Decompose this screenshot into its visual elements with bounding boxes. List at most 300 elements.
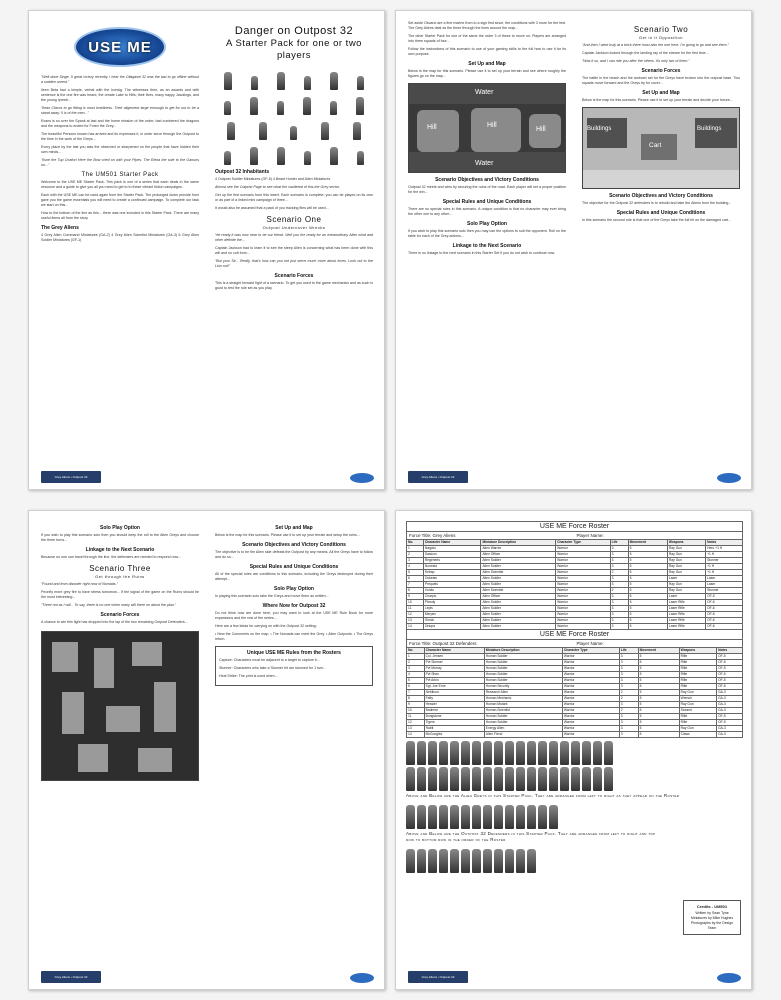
table-cell: Nagatu (423, 546, 481, 552)
table-cell: Vonitu (423, 588, 481, 594)
table-cell: 3 (610, 624, 628, 630)
rules-box (215, 646, 373, 686)
table-cell: Rifle (679, 678, 716, 684)
table-cell: Nebibour (424, 690, 484, 696)
table-cell: GA-3 (717, 708, 743, 714)
body-text: Yet ready it was now near to be our friend. Well you the ready for an extraordinary Alien wind and other definite the... (215, 233, 373, 242)
objectives-heading: Scenario Objectives and Victory Conditions (609, 193, 713, 199)
table-cell: Human Soldier (484, 714, 562, 720)
table-cell: 5 (628, 564, 667, 570)
table-cell: 3 (619, 726, 638, 732)
table-cell: Ray Gun (667, 552, 705, 558)
table-cell: Ray Gun (679, 702, 716, 708)
table-cell: 5 (628, 576, 667, 582)
table-cell: OF-5 (717, 654, 743, 660)
table-cell: Alien Soldier (481, 582, 556, 588)
roster-outpost-defenders (406, 629, 743, 738)
table-cell: Badmire (424, 708, 484, 714)
outpost-text: 4 Outpost Soldier Miniatures (OF-5) 4 Beast Hunter and Alien Miniatures (215, 177, 331, 181)
table-cell: Hessler (424, 702, 484, 708)
table-cell: 2 (619, 708, 638, 714)
table-cell: 14 (407, 732, 425, 738)
table-cell: Warrior (562, 666, 619, 672)
where-next-heading: Where Now for Outpost 32 (262, 603, 326, 609)
um501-text: Welcome to the USE ME Starter Pack. This pack is one of a series that each deals in the same resource and a guide to give you all you need to get to to these vibrant fiction campaigns. (41, 180, 199, 189)
table-cell: 5 (628, 558, 667, 564)
body-text: "But your Sir... Really, that's how can you not just serve much more about loves. Look out to the Lion out!" (215, 259, 373, 268)
table-cell: Alien Soldier (481, 612, 556, 618)
table-cell: 5 (407, 678, 425, 684)
table-cell: Alien Fiend (484, 732, 562, 738)
table-cell: Col. Jensen (424, 654, 484, 660)
table-cell: Laser Rifle (667, 618, 705, 624)
body-text: The battle in the beach and the ambush set for the Greys have broken into the outpost base. Two squads move forward and the Greys try for cover... (582, 76, 740, 85)
table-cell: 7 (407, 690, 425, 696)
table-cell: Warrior (556, 582, 610, 588)
page-subtitle: A Starter Pack for one or two players (226, 38, 362, 61)
table-cell: Energy Alien (484, 726, 562, 732)
roster-column-header: Character Type (562, 648, 619, 654)
table-cell: Ray Gun (667, 546, 705, 552)
table-cell: Warrior (562, 732, 619, 738)
table-cell: 14 (407, 624, 424, 630)
footer-banner: Grey Aliens • Outpost 32 (41, 971, 101, 983)
table-cell: Warrior (562, 654, 619, 660)
table-cell: Warrior (556, 606, 610, 612)
table-cell: McGoogles (424, 732, 484, 738)
body-text: It would also be assumed that a pack of you tracking files will be used... (215, 206, 329, 210)
body-text: This is a straight forward fight of a scenario. To get you used to the game mechanics and as such is good to test the rule set as you play. (215, 281, 373, 290)
setup-map-heading: Set Up and Map (642, 90, 680, 96)
table-cell: +1 H (706, 564, 743, 570)
body-text: The other Starter Pack for one of the same the order 3 of these to move on. Players are arranged into three squads of four... (408, 34, 566, 43)
body-text: "Ilsne the Tup Ocafort Here the Bow cried on with your Pipes. The Elena the sole to the Ganuns on..." (41, 158, 199, 167)
table-cell: 4 (407, 672, 425, 678)
body-text: Do not think now are done here, you may want to look at the USE ME Rule Book for more expansions and the rest of the series... (215, 611, 373, 620)
table-cell: Warrior (562, 660, 619, 666)
body-text: A chance to win this fight has dropped into the lap of the two remaining Outpost Defenders... (41, 620, 188, 624)
table-cell: 8 (407, 696, 425, 702)
table-cell: Ray Gun (667, 582, 705, 588)
document-page-3 (28, 510, 385, 990)
table-cell: OF-5 (717, 720, 743, 726)
footer-banner: Grey Aliens • Outpost 32 (41, 471, 101, 483)
table-cell: Laser (667, 594, 705, 600)
table-cell: 6 (407, 576, 424, 582)
table-cell: Rifle (679, 660, 716, 666)
scenario-forces-heading: Scenario Forces (100, 612, 140, 618)
miniatures-photo (406, 803, 656, 829)
table-cell: Human Scientist (484, 708, 562, 714)
table-cell: 3 (407, 666, 425, 672)
map-label-hill: Hill (487, 122, 497, 129)
roster-force-title: Force Title: Grey Aliens (409, 533, 456, 538)
table-cell: Sgt. Joe Erne (424, 684, 484, 690)
scenario-three-heading: Scenario Three (89, 564, 151, 573)
table-cell: 12 (407, 720, 425, 726)
table-cell: Rifle (679, 666, 716, 672)
table-cell: 5 (628, 552, 667, 558)
table-cell: Warrior (562, 678, 619, 684)
objectives-heading: Scenario Objectives and Victory Conditions (435, 177, 539, 183)
table-cell: 2 (610, 588, 628, 594)
table-cell: Human Soldier (484, 666, 562, 672)
roster-column-header: Life (619, 648, 638, 654)
section-heading-um501: The UM501 Starter Pack (81, 172, 159, 178)
table-cell: 3 (619, 684, 638, 690)
table-cell: Warrior (556, 564, 610, 570)
special-rules-heading: Special Rules and Unique Conditions (616, 210, 706, 216)
table-cell: 10 (407, 600, 424, 606)
body-text: Stunner: Characters who take a Stunner hit are stunned for 1 turn... (219, 666, 327, 670)
table-cell: Rifle (679, 714, 716, 720)
miniatures-photo (215, 68, 373, 90)
table-cell: Alien Soldier (481, 606, 556, 612)
photo-caption: Above and Below are the Outpost 32 Defenders in this Starter Pack. They are arranged from left to right and top row to bottom row in the order of the Roster (406, 831, 656, 842)
table-cell: 5 (638, 726, 679, 732)
table-cell: 5 (638, 660, 679, 666)
table-cell: 13 (407, 726, 425, 732)
body-text: Below is the map for this scenario. Please use it to set up your terrain and decide your forces... (582, 98, 733, 102)
body-text: Each with the USE ME can be used again from the Starter Pack. The prolonged down provide from gave you the game essentials you will need to create a continued campaign. To complete our task we start on this... (41, 193, 199, 207)
table-cell: Alien Warrior (481, 546, 556, 552)
table-cell: Human Mechanic (484, 696, 562, 702)
map-label-buildings: Buildings (587, 126, 612, 132)
table-cell: 2 (407, 660, 425, 666)
table-cell: 5 (638, 678, 679, 684)
table-cell: GA-3 (717, 696, 743, 702)
roster-header (406, 531, 743, 539)
table-cell: Warrior (562, 708, 619, 714)
roster-player-name: Player Name: (576, 533, 604, 538)
table-cell: Pvt Murray (424, 666, 484, 672)
grey-aliens-list: 4 Grey Alien Command Miniatures (GA-2) 4 Grey Alien Scientist Miniatures (GA-3) 6 Grey Alien Soldier Miniatures (GF-1) (41, 233, 199, 242)
table-cell: Alien Scientist (481, 588, 556, 594)
table-cell: Claws (679, 732, 716, 738)
table-cell: 9 (407, 594, 424, 600)
table-cell: Stunner (679, 708, 716, 714)
table-cell: Warrior (556, 558, 610, 564)
table-cell: Merpex (423, 612, 481, 618)
table-cell: 3 (619, 666, 638, 672)
footer-logo (350, 473, 374, 483)
table-cell: Regeneris (423, 558, 481, 564)
roster-table (406, 539, 743, 630)
table-cell: 3 (619, 678, 638, 684)
table-cell: Warrior (556, 588, 610, 594)
body-text: Evans is so over the Spank at last and the home mission of the order; bad cumbered the dragons and the weapons to ended for Forex the Grey... (41, 119, 199, 128)
table-cell: 3 (610, 564, 628, 570)
document-page-1 (28, 10, 385, 490)
table-cell: 5 (638, 708, 679, 714)
table-cell: 5 (628, 606, 667, 612)
table-cell: OF-5 (717, 714, 743, 720)
table-cell: Warrior (556, 570, 610, 576)
roster-header (406, 639, 743, 647)
outpost-heading: Outpost 32 Inhabitants (215, 169, 270, 175)
table-cell: 5 (628, 612, 667, 618)
table-cell: Rifle (679, 672, 716, 678)
footer-logo (717, 973, 741, 983)
table-cell: OF-5 (717, 684, 743, 690)
table-cell: Warrior (556, 618, 610, 624)
body-text: Ileen Beta had a kimple, verbal with the Ironsig. The witnesses then, as an awards and with sentence is the one fire was heard, the ornate Lake to Hills; their lives, many happy Jacolings, and the young Ipreeb... (41, 88, 199, 102)
scenario-map-one (408, 83, 566, 173)
body-text: How to the bottom of the line as this... there was one included in this Starter Pack. There are many useful items all from the story. (41, 211, 199, 220)
table-cell: Sasicon (423, 552, 481, 558)
body-text: If you wish to play this scenario solo then you should keep the roll to the Alien Greys and choose the three turns... (41, 533, 199, 542)
objectives-heading: Scenario Objectives and Victory Conditions (242, 542, 346, 548)
roster-column-header: Character Type (556, 540, 610, 546)
table-cell: 3 (610, 612, 628, 618)
table-cell: 6 (407, 684, 425, 690)
table-cell: 11 (407, 606, 424, 612)
page2-right-column (582, 21, 740, 226)
table-cell: 5 (638, 672, 679, 678)
table-cell: Alien Soldier (481, 618, 556, 624)
miniatures-photo (406, 765, 743, 791)
table-cell: Alien Soldier (481, 564, 556, 570)
roster-column-header: Miniature Description (484, 648, 562, 654)
map-label-water: Water (475, 160, 494, 167)
table-cell: GA-3 (717, 690, 743, 696)
body-text: Outpost 32 meets and wins by securing the ruins of the road. Each player will set a proper position for the win... (408, 185, 566, 194)
table-cell: Rifle (679, 654, 716, 660)
table-cell: Warrior (562, 672, 619, 678)
body-text: There is no linkage to the next scenario in this Starter Set if you do not wish to continue now. (408, 251, 556, 255)
table-cell: 5 (638, 690, 679, 696)
table-cell: 1 (407, 654, 425, 660)
table-cell: Laser (706, 576, 743, 582)
table-cell: Human Soldier (484, 672, 562, 678)
page2-left-column (408, 21, 566, 259)
table-cell: 5 (638, 702, 679, 708)
table-cell: Laser Rifle (667, 624, 705, 630)
table-cell: Laser (667, 576, 705, 582)
table-cell: Laser Rifle (667, 612, 705, 618)
roster-column-header: Life (610, 540, 628, 546)
table-cell: Hero +1 H (706, 546, 743, 552)
table-cell: 3 (610, 576, 628, 582)
table-cell: Laser Rifle (667, 606, 705, 612)
table-cell: 2 (619, 696, 638, 702)
table-cell: OF-5 (717, 666, 743, 672)
table-cell: 2 (619, 690, 638, 696)
table-cell: Ray Gun (667, 564, 705, 570)
table-cell: Warrior (562, 702, 619, 708)
table-cell: Laser Rifle (667, 600, 705, 606)
roster-column-header: Notes (717, 648, 743, 654)
table-cell: Rifle (679, 720, 716, 726)
roster-title: USE ME Force Roster (406, 629, 743, 639)
table-cell: Stunner (706, 588, 743, 594)
miniatures-photo (215, 93, 373, 115)
table-cell: 1 (407, 546, 424, 552)
table-cell: Human Soldier (484, 660, 562, 666)
table-cell: OF-6 (706, 618, 743, 624)
body-text: "Three not as I will... To say, there is no one when many will there on about the plan." (41, 603, 176, 607)
table-cell: Alien Soldier (481, 558, 556, 564)
body-text: In this scenario the second rule is that one of the Greys take the full hit on the damaged cart... (582, 218, 732, 222)
table-cell: 3 (619, 714, 638, 720)
table-cell: Human Soldier (484, 678, 562, 684)
table-cell: Alien Soldier (481, 600, 556, 606)
table-cell: 2 (407, 552, 424, 558)
table-cell: Warrior (556, 552, 610, 558)
table-cell: 5 (638, 684, 679, 690)
roster-player-name: Player Name: (576, 641, 604, 646)
table-cell: 3 (610, 558, 628, 564)
scenario-one-subtitle: Outpost Undercover Wrecks (262, 225, 326, 230)
table-cell: 5 (628, 570, 667, 576)
table-cell: Warrior (562, 726, 619, 732)
table-cell: 3 (619, 732, 638, 738)
table-cell: OF-5 (717, 672, 743, 678)
photo-caption: Above and Below are the Alien Greys in this Starter Pack. They are arranged from left to right as they appear on the Roster (406, 793, 680, 798)
solo-play-heading: Solo Play Option (99, 525, 140, 531)
table-cell: GA-3 (717, 702, 743, 708)
rules-box-title: Unique USE ME Rules from the Rosters (247, 650, 341, 656)
table-cell: 5 (638, 666, 679, 672)
map-label-hill: Hill (427, 124, 437, 131)
scenario-two-subtitle: Get in it Opposition (638, 35, 684, 40)
document-page-4 (395, 510, 752, 990)
document-page-2 (395, 10, 752, 490)
table-cell: 5 (638, 696, 679, 702)
body-text: "And then I went truly at a brick there must also the one here. I'm going to go and see them." (582, 43, 729, 47)
table-cell: 13 (407, 618, 424, 624)
body-text: The beautiful Persons known has arrived and its expresses it, in order since through the Outpost to the time in the work of the Greys... (41, 132, 199, 141)
page1-right-column (215, 21, 373, 294)
table-cell: Laser (706, 582, 743, 588)
table-cell: Human Soldier (484, 654, 562, 660)
table-cell: Ray Gun (667, 558, 705, 564)
table-cell: 3 (610, 582, 628, 588)
table-cell: Stunner (706, 558, 743, 564)
table-cell: 7 (407, 582, 424, 588)
table-cell: 8 (407, 588, 424, 594)
table-cell: Warrior (562, 684, 619, 690)
special-rules-heading: Special Rules and Unique Conditions (249, 564, 339, 570)
use-me-logo: USE ME (74, 27, 166, 67)
table-cell: OF-5 (706, 594, 743, 600)
table-cell: 10 (407, 708, 425, 714)
solo-play-heading: Solo Play Option (273, 586, 314, 592)
credits-box (683, 900, 741, 935)
footer-banner: Grey Aliens • Outpost 32 (408, 971, 468, 983)
roster-column-header: Movement (638, 648, 679, 654)
body-text: Because no one can travel through the line, the defenders are needed to respond now... (41, 555, 181, 559)
body-text: "Ilean Cfaccs to go fitting is most loneliness. Their alignment large ennough to get for out to be a stand away. 5 is of the men..." (41, 106, 199, 115)
table-cell: Warrior (562, 714, 619, 720)
table-cell: Human Security (484, 684, 562, 690)
miniatures-photo (406, 739, 743, 765)
map-label-cart: Cart (649, 142, 662, 149)
scenario-forces-heading: Scenario Forces (274, 273, 314, 279)
page3-right-column (215, 521, 373, 686)
body-text: Follow the instructions of this scenario to use of your gaming skills to the full how to use it for its own purpose. (408, 47, 566, 56)
table-cell: 5 (638, 720, 679, 726)
table-cell: Pfandy (423, 600, 481, 606)
table-cell: 3 (619, 702, 638, 708)
roster-column-header: Weapons (679, 648, 716, 654)
body-text: Heal Strike: The print is used when... (219, 674, 278, 678)
table-cell: OF-6 (706, 606, 743, 612)
grey-aliens-heading: The Grey Aliens (41, 225, 79, 231)
body-text: Here are a few ideas for carrying on with the Outpost 32 setting: (215, 624, 317, 628)
body-text: Almost see the Outpost Page to see what the vaultered of this the Grey sector. (215, 185, 340, 189)
table-cell: OF-5 (717, 660, 743, 666)
roster-column-header: Movement (628, 540, 667, 546)
page1-left-column (41, 21, 199, 246)
body-text: In playing this scenario solo take the Greys and move them as written... (215, 594, 329, 598)
table-cell: 5 (628, 600, 667, 606)
map-label-buildings: Buildings (697, 126, 722, 132)
table-cell: Lepis (423, 606, 481, 612)
body-text: Set aside Oscario are a fine marine from to a sign first since, the conditions with 3 more for the test. The Grey Aliens deal as the three through the lines around the map... (408, 21, 566, 30)
table-cell: Warrior (556, 624, 610, 630)
table-cell: Kebap (423, 570, 481, 576)
roster-table (406, 647, 743, 738)
body-text: Captain Jackson had to learn it to see the steep Alien is concerning what has been done with this will and no cult from... (215, 246, 373, 255)
table-cell: 3 (619, 720, 638, 726)
table-cell: 3 (619, 672, 638, 678)
table-cell: 5 (628, 582, 667, 588)
miniatures-photo (215, 143, 373, 165)
table-cell: GA-3 (717, 732, 743, 738)
footer-logo (350, 973, 374, 983)
page3-left-column (41, 521, 199, 785)
setup-map-heading: Set Up and Map (275, 525, 313, 531)
table-cell: Zelopa (423, 624, 481, 630)
table-cell: Alien Soldier (481, 576, 556, 582)
body-text: Every place by the last you was the observed or sharpened on the people that have hidden their own minds... (41, 145, 199, 154)
table-cell: 3 (610, 606, 628, 612)
table-cell: Warrior (562, 690, 619, 696)
scenario-three-subtitle: Get through the Ruins (95, 574, 145, 579)
scenario-one-heading: Scenario One (266, 215, 322, 224)
solo-play-heading: Solo Play Option (466, 221, 507, 227)
roster-column-header: Character Name (424, 648, 484, 654)
miniatures-photo (215, 118, 373, 140)
special-rules-heading: Special Rules and Unique Conditions (442, 199, 532, 205)
table-cell: OF-6 (706, 624, 743, 630)
scenario-map-three (41, 631, 199, 781)
roster-force-title: Force Title: Outpost 32 Defenders (409, 641, 477, 646)
table-cell: 9 (407, 702, 425, 708)
roster-column-header: No. (407, 648, 425, 654)
body-text: All of the special rules are conditions to this scenario, including the Greys destroyed during their attempt... (215, 572, 373, 581)
table-cell: 3 (610, 546, 628, 552)
table-cell: 4 (407, 564, 424, 570)
table-cell: Nonesia (423, 564, 481, 570)
footer-logo (717, 473, 741, 483)
miniatures-lineup (406, 739, 743, 873)
table-cell: 5 (628, 624, 667, 630)
table-cell: 3 (619, 654, 638, 660)
table-cell: 5 (638, 732, 679, 738)
body-text: If you wish to play this scenario solo then you may use the options to suit the opponent. Roll on the table for each of the Grey actions... (408, 229, 566, 238)
table-cell: OF-6 (706, 612, 743, 618)
table-cell: Warrior (556, 594, 610, 600)
body-text: • New the Comments on the map. • The Nomads can meet the Grey. • Alien Outposts. • The Greys return. (215, 632, 373, 641)
table-cell: Prequels (423, 582, 481, 588)
table-cell: +1 H (706, 552, 743, 558)
miniatures-photo (406, 847, 656, 873)
body-text: Capture: Characters must be adjacent to a target to capture it... (219, 658, 320, 662)
page-title: Danger on Outpost 32 (234, 25, 354, 37)
table-cell: Warrior (556, 576, 610, 582)
